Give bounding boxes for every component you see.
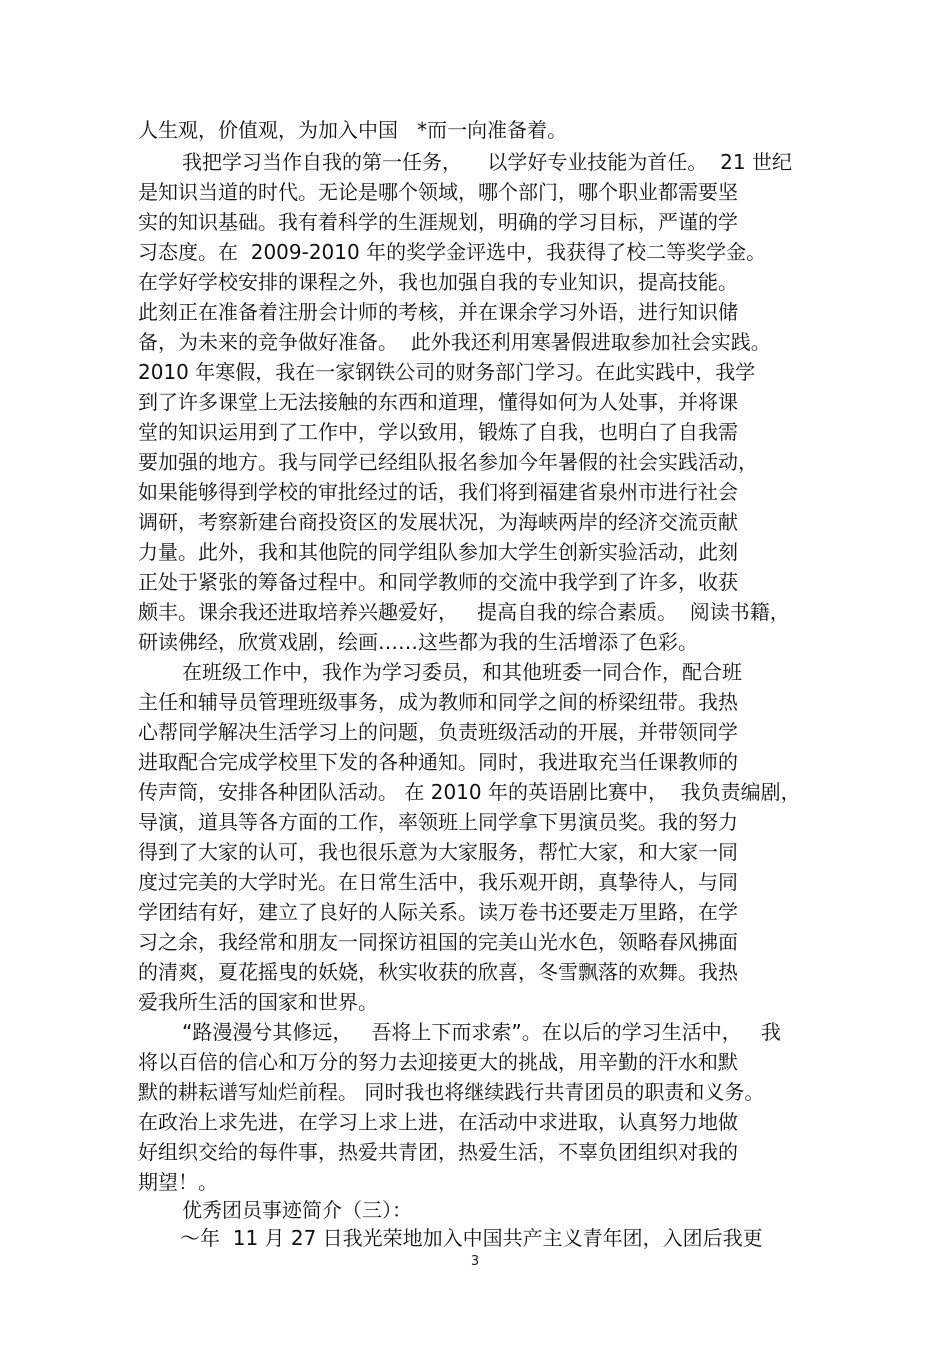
text-line: 默的耕耘谱写灿烂前程。 同时我也将继续践行共青团员的职责和义务。 [138,1080,765,1104]
text-line: 如果能够得到学校的审批经过的话，我们将到福建省泉州市进行社会 [138,480,738,504]
text-line: 传声筒，安排各种团队活动。 在 2010 年的英语剧比赛中， 我负责编剧， [138,780,801,804]
text-line: 备，为未来的竞争做好准备。 此外我还利用寒暑假进取参加社会实践。 [138,330,771,354]
text-line: ～年 11 月 27 日我光荣地加入中国共产主义青年团，入团后我更 [180,1226,763,1250]
text-line: 习之余，我经常和朋友一同探访祖国的完美山光水色，领略春风拂面 [138,930,738,954]
text-line: 爱我所生活的国家和世界。 [138,990,378,1014]
section-heading: 优秀团员事迹简介（三）： [182,1198,412,1222]
text-line: 实的知识基础。我有着科学的生涯规划，明确的学习目标，严谨的学 [138,210,738,234]
text-line: 在学好学校安排的课程之外，我也加强自我的专业知识，提高技能。 [138,270,738,294]
text-line: 的清爽，夏花摇曳的妖娆，秋实收获的欣喜，冬雪飘落的欢舞。我热 [138,960,738,984]
text-line: 正处于紧张的筹备过程中。和同学教师的交流中我学到了许多，收获 [138,570,738,594]
text-line: 此刻正在准备着注册会计师的考核，并在课余学习外语，进行知识储 [138,300,738,324]
text-line: 力量。此外，我和其他院的同学组队参加大学生创新实验活动，此刻 [138,540,738,564]
text-line: 得到了大家的认可，我也很乐意为大家服务，帮忙大家，和大家一同 [138,840,738,864]
text-line: 在政治上求先进，在学习上求上进，在活动中求进取，认真努力地做 [138,1110,738,1134]
text-line: 颇丰。课余我还进取培养兴趣爱好， 提高自我的综合素质。 阅读书籍， [138,600,790,624]
text-line: 好组织交给的每件事，热爱共青团，热爱生活，不辜负团组织对我的 [138,1140,738,1164]
text-line: 是知识当道的时代。无论是哪个领域，哪个部门，哪个职业都需要坚 [138,180,738,204]
text-line: 在班级工作中，我作为学习委员，和其他班委一同合作，配合班 [182,660,742,684]
text-line: “路漫漫兮其修远， 吾将上下而求索”。在以后的学习生活中， 我 [182,1020,781,1044]
text-line: 导演，道具等各方面的工作，率领班上同学拿下男演员奖。我的努力 [138,810,738,834]
text-line: 进取配合完成学校里下发的各种通知。同时，我进取充当任课教师的 [138,750,738,774]
text-line: 我把学习当作自我的第一任务， 以学好专业技能为首任。 21 世纪 [182,150,792,174]
text-line: 期望！。 [138,1170,218,1194]
text-line: 到了许多课堂上无法接触的东西和道理，懂得如何为人处事，并将课 [138,390,738,414]
text-line: 心帮同学解决生活学习上的问题，负责班级活动的开展，并带领同学 [138,720,738,744]
text-line: 调研，考察新建台商投资区的发展状况，为海峡两岸的经济交流贡献 [138,510,738,534]
text-line: 堂的知识运用到了工作中，学以致用，锻炼了自我，也明白了自我需 [138,420,738,444]
text-line: 要加强的地方。我与同学已经组队报名参加今年暑假的社会实践活动， [138,450,758,474]
text-line: 研读佛经，欣赏戏剧，绘画……这些都为我的生活增添了色彩。 [138,630,698,654]
text-line: 将以百倍的信心和万分的努力去迎接更大的挑战，用辛勤的汗水和默 [138,1050,738,1074]
text-line: 度过完美的大学时光。在日常生活中，我乐观开朗，真挚待人，与同 [138,870,738,894]
text-line: 2010 年寒假，我在一家钢铁公司的财务部门学习。在此实践中，我学 [138,360,756,384]
text-line: 习态度。在 2009-2010 年的奖学金评选中，我获得了校二等奖学金。 [138,240,767,264]
text-line: 人生观，价值观，为加入中国 *而一向准备着。 [138,118,568,142]
text-line: 学团结有好，建立了良好的人际关系。读万卷书还要走万里路，在学 [138,900,738,924]
page-number: 3 [470,1254,480,1269]
text-line: 主任和辅导员管理班级事务，成为教师和同学之间的桥梁纽带。我热 [138,690,738,714]
